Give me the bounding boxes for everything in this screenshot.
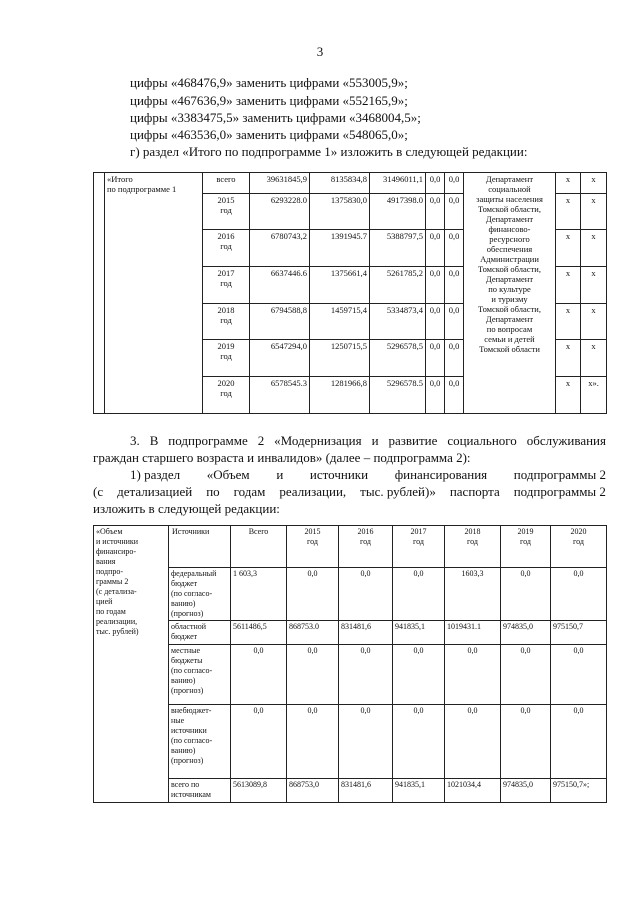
mark-cell: х — [556, 303, 581, 340]
source-cell: внебюджет- ные источники (по согласо- ванию) (прогноз) — [169, 705, 231, 779]
value-cell: 0,0 — [426, 340, 445, 377]
value-cell: 974835,0 — [501, 779, 551, 803]
total-cell: 1 603,3 — [231, 568, 287, 621]
value-cell: 0,0 — [393, 645, 445, 705]
mark-cell: х — [581, 340, 607, 377]
period-cell: 2016 год — [203, 230, 250, 267]
column-header: 2019 год — [501, 526, 551, 568]
value-cell: 0,0 — [445, 173, 464, 194]
source-cell: местные бюджеты (по согласо- ванию) (прогноз) — [169, 645, 231, 705]
column-header: 2015 год — [287, 526, 339, 568]
value-cell: 0,0 — [426, 377, 445, 414]
value-cell: 8135834,8 — [310, 173, 370, 194]
table-cell — [94, 173, 105, 414]
word: и — [276, 467, 284, 482]
value-cell: 0,0 — [393, 568, 445, 621]
row-label: «Итого по подпрограмме 1 — [105, 173, 203, 414]
value-cell: 831481,6 — [339, 621, 393, 645]
source-cell: областной бюджет — [169, 621, 231, 645]
value-cell: 31496011,1 — [370, 173, 426, 194]
value-cell: 0,0 — [426, 303, 445, 340]
value-cell: 0,0 — [339, 568, 393, 621]
value-cell: 975150,7 — [551, 621, 607, 645]
total-cell: 0,0 — [231, 705, 287, 779]
word: реализации, — [279, 484, 347, 499]
value-cell: 1021034,4 — [445, 779, 501, 803]
value-cell: 0,0 — [339, 705, 393, 779]
value-cell: 0,0 — [426, 230, 445, 267]
total-cell: 6293228.0 — [250, 193, 310, 230]
value-cell: 1391945.7 — [310, 230, 370, 267]
mark-cell: х — [556, 173, 581, 194]
word: паспорта — [449, 484, 500, 499]
value-cell: 0,0 — [445, 267, 464, 304]
value-cell: 5261785,2 — [370, 267, 426, 304]
value-cell: 0,0 — [551, 645, 607, 705]
value-cell: 1603,3 — [445, 568, 501, 621]
column-header: Всего — [231, 526, 287, 568]
paragraph-line — [130, 466, 606, 483]
mark-cell: х — [581, 173, 607, 194]
word: подпрограммы 2 — [513, 484, 606, 499]
table-row — [94, 645, 607, 705]
value-cell: 1375661,4 — [310, 267, 370, 304]
value-cell: 0,0 — [445, 193, 464, 230]
mark-cell: х — [581, 230, 607, 267]
total-cell: 6780743,2 — [250, 230, 310, 267]
value-cell: 941835,1 — [393, 621, 445, 645]
value-cell: 5388797,5 — [370, 230, 426, 267]
table-row — [94, 705, 607, 779]
value-cell: 0,0 — [445, 303, 464, 340]
value-cell: 4917398.0 — [370, 193, 426, 230]
column-header: 2016 год — [339, 526, 393, 568]
word: развитие — [388, 433, 438, 448]
total-cell: 0,0 — [231, 645, 287, 705]
mark-cell: х — [556, 267, 581, 304]
mark-cell: х — [581, 267, 607, 304]
value-cell: 0,0 — [426, 267, 445, 304]
value-cell: 0,0 — [287, 568, 339, 621]
text-line: г) раздел «Итого по подпрограмме 1» изложить в следующей редакции: — [130, 144, 528, 159]
word: 2 — [257, 433, 265, 448]
word: и — [371, 433, 379, 448]
word: детализацией — [117, 484, 193, 499]
word: 1) раздел — [130, 467, 181, 482]
text-line: цифры «3383475,5» заменить цифрами «3468004,5»; — [130, 110, 421, 125]
total-cell: 39631845,9 — [250, 173, 310, 194]
value-cell: 0,0 — [445, 340, 464, 377]
value-cell: 0,0 — [551, 568, 607, 621]
period-cell: всего — [203, 173, 250, 194]
total-cell: 6794588,8 — [250, 303, 310, 340]
source-cell: всего по источникам — [169, 779, 231, 803]
mark-cell: х». — [581, 377, 607, 414]
column-header: Источники — [169, 526, 231, 568]
value-cell: 974835,0 — [501, 621, 551, 645]
column-header: 2020 год — [551, 526, 607, 568]
word: подпрограмме — [168, 433, 248, 448]
departments-cell: Департамент социальной защиты населения Томской области, Департамент финансово- ресурсного обеспечения Администрации Томской области, Департамент по культуре и туризму Томской области, Департамент по вопросам семьи и детей Томской области — [464, 173, 556, 414]
word: годам — [233, 484, 266, 499]
value-cell: 0,0 — [445, 230, 464, 267]
word: подпрограммы 2 — [513, 467, 606, 482]
period-cell: 2020 год — [203, 377, 250, 414]
total-cell: 6578545.3 — [250, 377, 310, 414]
period-cell: 2018 год — [203, 303, 250, 340]
word: В — [149, 433, 159, 448]
value-cell: 975150,7»; — [551, 779, 607, 803]
mark-cell: х — [581, 303, 607, 340]
mark-cell: х — [556, 377, 581, 414]
subprogram2-funding-table — [93, 525, 607, 803]
value-cell: 5334873,4 — [370, 303, 426, 340]
value-cell: 0,0 — [445, 377, 464, 414]
page-number: 3 — [316, 44, 324, 59]
text-line: цифры «468476,9» заменить цифрами «553005,9»; — [130, 75, 408, 90]
value-cell: 1019431.1 — [445, 621, 501, 645]
total-cell: 6547294,0 — [250, 340, 310, 377]
value-cell: 0,0 — [501, 645, 551, 705]
word: по — [206, 484, 220, 499]
table-header-row — [94, 526, 607, 568]
value-cell: 941835,1 — [393, 779, 445, 803]
text-line: цифры «463536,0» заменить цифрами «548065,0»; — [130, 127, 408, 142]
word: социального — [447, 433, 517, 448]
total-cell: 5613089,8 — [231, 779, 287, 803]
value-cell: 831481,6 — [339, 779, 393, 803]
period-cell: 2019 год — [203, 340, 250, 377]
word: финансирования — [394, 467, 488, 482]
value-cell: 0,0 — [393, 705, 445, 779]
value-cell: 1375830,0 — [310, 193, 370, 230]
value-cell: 1281966,8 — [310, 377, 370, 414]
column-header: 2017 год — [393, 526, 445, 568]
value-cell: 0,0 — [426, 193, 445, 230]
subprogram1-total-table — [93, 172, 607, 414]
value-cell: 0,0 — [339, 645, 393, 705]
value-cell: 0,0 — [501, 705, 551, 779]
period-cell: 2017 год — [203, 267, 250, 304]
paragraph-line: изложить в следующей редакции: — [93, 501, 280, 516]
table-row — [94, 173, 607, 194]
mark-cell: х — [556, 193, 581, 230]
total-cell: 5611486,5 — [231, 621, 287, 645]
word: источники — [309, 467, 369, 482]
value-cell: 0,0 — [287, 645, 339, 705]
table-row — [94, 568, 607, 621]
word: 3. — [130, 433, 140, 448]
value-cell: 5296578,5 — [370, 340, 426, 377]
word: тыс. рублей)» — [360, 484, 436, 499]
column-header: 2018 год — [445, 526, 501, 568]
value-cell: 0,0 — [445, 645, 501, 705]
value-cell: 1250715,5 — [310, 340, 370, 377]
value-cell: 0,0 — [551, 705, 607, 779]
text-line: цифры «467636,9» заменить цифрами «552165,9»; — [130, 93, 408, 108]
table-row — [94, 779, 607, 803]
paragraph-line — [93, 483, 606, 500]
paragraph-line — [130, 432, 606, 449]
value-cell: 1459715,4 — [310, 303, 370, 340]
value-cell: 0,0 — [445, 705, 501, 779]
value-cell: 0,0 — [426, 173, 445, 194]
period-cell: 2015 год — [203, 193, 250, 230]
row-label: «Объем и источники финансиро- вания подпро- граммы 2 (с детализа- цией по годам реализации, тыс. рублей) — [94, 526, 169, 803]
mark-cell: х — [581, 193, 607, 230]
source-cell: федеральный бюджет (по согласо- ванию) (прогноз) — [169, 568, 231, 621]
word: (с — [93, 484, 104, 499]
word: обслуживания — [526, 433, 606, 448]
word: «Объем — [206, 467, 250, 482]
mark-cell: х — [556, 340, 581, 377]
value-cell: 5296578.5 — [370, 377, 426, 414]
value-cell: 0,0 — [287, 705, 339, 779]
table-row — [94, 621, 607, 645]
paragraph-line: граждан старшего возраста и инвалидов» (далее – подпрограмма 2): — [93, 450, 471, 465]
value-cell: 868753.0 — [287, 621, 339, 645]
value-cell: 868753,0 — [287, 779, 339, 803]
total-cell: 6637446.6 — [250, 267, 310, 304]
value-cell: 0,0 — [501, 568, 551, 621]
word: «Модернизация — [274, 433, 362, 448]
mark-cell: х — [556, 230, 581, 267]
